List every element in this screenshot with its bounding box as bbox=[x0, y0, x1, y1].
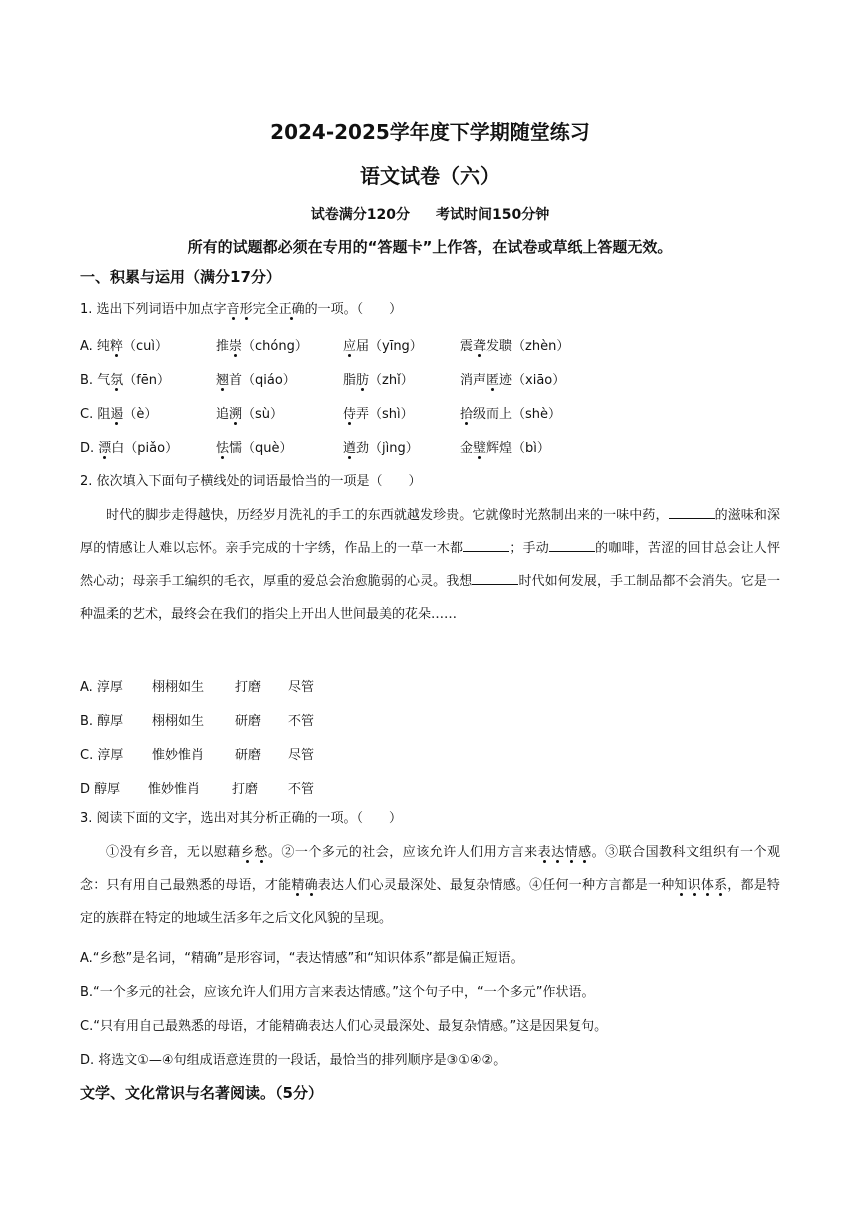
q2-option-word: 惟妙惟肖 bbox=[148, 782, 201, 797]
q1-option-item: 追溯（sù） bbox=[216, 407, 284, 422]
q1-option-item: 侍弄（shì） bbox=[343, 407, 414, 422]
q1-option-item: 遒劲（jìng） bbox=[343, 441, 419, 456]
q1-stem: 1. 选出下列词语中加点字音形完全正确的一项。（ ） bbox=[80, 302, 403, 317]
q1-option-item: 震聋发聩（zhèn） bbox=[460, 339, 570, 354]
q1-option-item: 翘首（qiáo） bbox=[216, 373, 296, 388]
exam-subtitle: 语文试卷（六） bbox=[360, 164, 500, 188]
exam-info bbox=[0, 204, 860, 224]
q3-option: A.“乡愁”是名词，“精确”是形容词，“表达情感”和“知识体系”都是偏正短语。 bbox=[80, 951, 524, 966]
q2-option-label: C. 淳厚 bbox=[80, 748, 124, 763]
q1-option-item: 拾级而上（shè） bbox=[460, 407, 562, 422]
q1-option-item: 应届（yīng） bbox=[343, 339, 423, 354]
q2-option-label: A. 淳厚 bbox=[80, 680, 123, 695]
score-info: 试卷满分120分 bbox=[310, 207, 410, 223]
blank-4[interactable] bbox=[472, 572, 518, 585]
q1-option-item: D. 漂白（piǎo） bbox=[80, 441, 179, 456]
q2-option-word: 栩栩如生 bbox=[152, 680, 205, 695]
q2-option-word: 打磨 bbox=[232, 782, 259, 797]
section-1-title: 一、积累与运用（满分17分） bbox=[80, 268, 281, 286]
q2-option-word: 打磨 bbox=[235, 680, 262, 695]
q2-option-word: 不管 bbox=[288, 782, 315, 797]
q3-option: B.“一个多元的社会，应该允许人们用方言来表达情感。”这个句子中，“一个多元”作状语。 bbox=[80, 985, 595, 1000]
q3-stem: 3. 阅读下面的文字，选出对其分析正确的一项。（ ） bbox=[80, 811, 403, 826]
q2-option-word: 研磨 bbox=[235, 714, 262, 729]
q2-passage: 时代的脚步走得越快，历经岁月洗礼的手工的东西就越发珍贵。它就像时光熬制出来的一味中药， 的滋味和深厚的情感让人难以忘怀。亲手完成的十字绣，作品上的一草一木都 ；手动 的咖啡，苦涩的回甘总会让人怦然心动；母亲手工编织的毛衣，厚重的爱总会治愈脆弱的心灵。我想 时代如何发展，手工制品都不会消失。它是一种温柔的艺术，最终会在我们的指尖上开出人世间最美的花朵…… bbox=[80, 508, 780, 622]
q1-option-item: C. 阻遏（è） bbox=[80, 407, 158, 422]
q1-option-item: A. 纯粹（cuì） bbox=[80, 339, 168, 354]
q1-option-item: 怯懦（què） bbox=[216, 441, 293, 456]
q2-option-word: 尽管 bbox=[288, 680, 315, 695]
blank-3[interactable] bbox=[549, 539, 595, 552]
q2-option-word: 研磨 bbox=[235, 748, 262, 763]
q2-option-label: D 醇厚 bbox=[80, 782, 121, 797]
q2-option-word: 惟妙惟肖 bbox=[152, 748, 205, 763]
q2-option-word: 栩栩如生 bbox=[152, 714, 205, 729]
blank-2[interactable] bbox=[463, 539, 509, 552]
exam-notice: 所有的试题都必须在专用的“答题卡”上作答，在试卷或草纸上答题无效。 bbox=[187, 238, 673, 256]
section-2-title: 文学、文化常识与名著阅读。（5分） bbox=[80, 1084, 323, 1102]
q3-option: C.“只有用自己最熟悉的母语，才能精确表达人们心灵最深处、最复杂情感。”这是因果复句。 bbox=[80, 1019, 608, 1034]
q1-option-item: 推崇（chóng） bbox=[216, 339, 308, 354]
q2-stem: 2. 依次填入下面句子横线处的词语最恰当的一项是（ ） bbox=[80, 474, 422, 489]
q3-passage: ①没有乡音，无以慰藉乡愁。②一个多元的社会，应该允许人们用方言来表达情感。③联合国教科文组织有一个观念：只有用自己最熟悉的母语，才能精确表达人们心灵最深处、最复杂情感。④任何一种方言都是一种知识体系，都是特定的族群在特定的地域生活多年之后文化风貌的呈现。 bbox=[80, 845, 780, 926]
q1-option-item: 消声匿迹（xiāo） bbox=[460, 373, 566, 388]
blank-1[interactable] bbox=[669, 506, 715, 519]
q2-option-word: 尽管 bbox=[288, 748, 315, 763]
q1-option-item: B. 气氛（fēn） bbox=[80, 373, 171, 388]
q1-option-item: 金璧辉煌（bì） bbox=[460, 441, 550, 456]
q1-option-item: 脂肪（zhǐ） bbox=[343, 373, 414, 388]
time-info: 考试时间150分钟 bbox=[436, 207, 550, 223]
q3-option: D. 将选文①—④句组成语意连贯的一段话，最恰当的排列顺序是③①④②。 bbox=[80, 1053, 507, 1068]
q2-option-label: B. 醇厚 bbox=[80, 714, 124, 729]
exam-title: 2024-2025学年度下学期随堂练习 bbox=[270, 120, 590, 144]
q2-option-word: 不管 bbox=[288, 714, 315, 729]
